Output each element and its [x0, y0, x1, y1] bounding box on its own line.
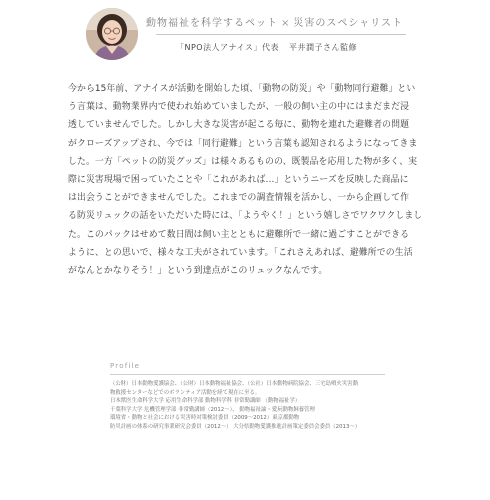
body-line: た。このパックはせめて数日間は飼い主とともに避難所で一緒に過ごすことができる	[68, 229, 410, 240]
header-title-left: 動物福祉を科学するペット	[146, 18, 278, 29]
body-line: がなんとかなりそう！」という到達点がこのリュックなんです。	[68, 266, 328, 277]
body-line: 透していませんでした。しかし大きな災害が起こる毎に、動物を連れた避難者の問題	[68, 120, 410, 131]
profile-line: 環境省・動物と社会における災害時対策検討委員（2009〜2012）東京都動物	[110, 415, 300, 422]
profile-line: 物救援センターなどでのボランティア活動を経て現在に至る。	[110, 389, 261, 396]
supervisor-name: 平井潤子さん監修	[288, 43, 357, 52]
portrait-icon	[86, 8, 138, 60]
profile-line: 千葉科学大学 危機管理学部 非常勤講師（2012〜）、 動物福祉論・愛玩動物飼養管理	[110, 406, 315, 413]
profile-text	[110, 380, 390, 432]
body-line: 今から15年前、アナイスが活動を開始した頃、「動物の防災」や「動物同行避難」とい	[68, 84, 416, 94]
profile-divider	[110, 374, 385, 375]
body-line: ように、との思いで、様々な工夫がされています。「これさえあれば、避難所での生活	[68, 247, 413, 258]
main-message	[68, 80, 430, 280]
portrait-photo	[86, 8, 138, 60]
body-line: る防災リュックの話をいただいた時には、「ようやく！」という嬉しさでワクワクしまし	[68, 211, 423, 222]
profile-line: （公財）日本動物愛護協会、（公財）日本動物福祉協会、（公社）日本動物病院協会、三宅島噴火災害動	[110, 381, 358, 387]
organization-name: 「NPO法人アナイス」代表	[176, 43, 279, 52]
profile-heading: Profile	[110, 362, 141, 370]
profile-line: 日本獣医生命科学大学 応用生命科学部 動物科学科 非常勤講師 （動物福祉学）	[110, 398, 301, 405]
header-divider	[156, 34, 406, 35]
header-title-right: 災害のスペシャリスト	[293, 18, 403, 29]
body-line: う言葉は、動物業界内で使われ始めていましたが、一般の飼い主の中にはまだまだ浸	[68, 102, 410, 113]
header	[86, 8, 416, 60]
body-line: がクローズアップされ、今では「同行避難」という言葉も認知されるようになってきま	[68, 138, 418, 149]
body-line: は出会うことができませんでした。これまでの調査情報を活かし、一から企画して作	[68, 193, 410, 204]
profile-line: 防災計画の体系の研究事業研究会委員（2012〜） 大分県動物愛護推進計画策定委員会委員（2013〜）	[110, 423, 361, 430]
body-line: 際に災害現場で困っていたことや「これがあれば…」というニーズを反映した商品に	[68, 175, 409, 186]
header-title	[146, 14, 416, 29]
body-line: した。一方「ペットの防災グッズ」は様々あるものの、既製品を応用した物が多く、実	[68, 156, 418, 167]
cross-mark: ×	[281, 18, 291, 29]
header-subtitle	[176, 42, 357, 53]
